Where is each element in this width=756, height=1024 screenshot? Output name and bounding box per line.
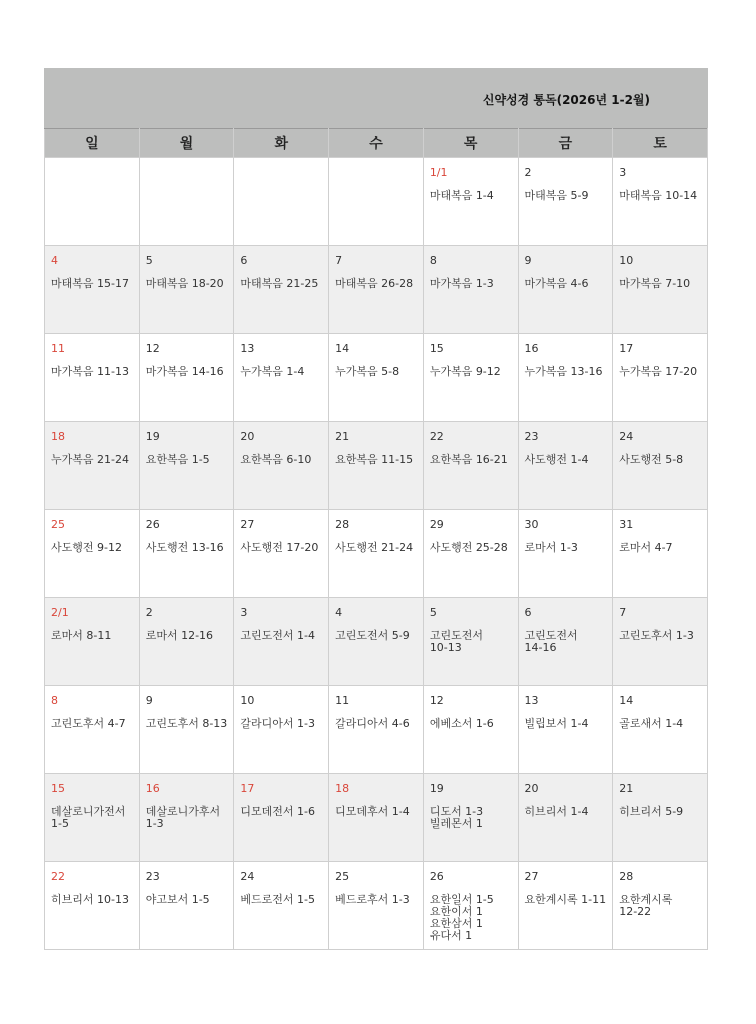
day-cell xyxy=(423,510,518,598)
day-date: 3 xyxy=(240,606,248,619)
day-cell xyxy=(139,774,234,862)
day-date: 27 xyxy=(524,870,539,883)
day-cell xyxy=(234,246,329,334)
day-reading: 요한계시록 12-22 xyxy=(619,893,673,918)
day-date: 5 xyxy=(145,254,153,267)
day-reading: 고린도전서 14-16 xyxy=(524,629,578,654)
day-cell xyxy=(234,334,329,422)
day-date: 30 xyxy=(524,518,539,531)
day-date: 21 xyxy=(619,782,634,795)
day-date: 15 xyxy=(51,782,65,795)
day-cell xyxy=(45,422,140,510)
day-cell xyxy=(234,774,329,862)
day-reading: 사도행전 17-20 xyxy=(240,541,319,554)
day-date: 6 xyxy=(240,254,248,267)
day-date: 8 xyxy=(51,694,58,707)
day-reading: 마태복음 15-17 xyxy=(51,277,129,290)
day-cell xyxy=(518,158,613,246)
day-cell xyxy=(234,686,329,774)
day-cell xyxy=(234,158,329,246)
day-reading: 골로새서 1-4 xyxy=(619,717,684,730)
day-date: 16 xyxy=(524,342,539,355)
day-cell xyxy=(234,422,329,510)
day-cell xyxy=(234,862,329,950)
day-date: 28 xyxy=(619,870,634,883)
week-row xyxy=(45,598,708,686)
week-row xyxy=(45,862,708,950)
day-reading: 히브리서 1-4 xyxy=(524,805,589,818)
day-reading: 사도행전 9-12 xyxy=(51,541,122,554)
day-cell xyxy=(613,686,708,774)
day-cell xyxy=(329,246,424,334)
week-row xyxy=(45,246,708,334)
day-cell xyxy=(613,422,708,510)
day-cell xyxy=(518,422,613,510)
day-reading: 누가복음 17-20 xyxy=(619,365,698,378)
day-reading: 요한복음 11-15 xyxy=(335,453,414,466)
day-cell xyxy=(518,246,613,334)
day-reading: 마태복음 10-14 xyxy=(619,189,698,202)
title-bar xyxy=(44,68,708,128)
day-reading: 사도행전 25-28 xyxy=(429,541,508,554)
day-cell xyxy=(329,774,424,862)
day-cell xyxy=(613,334,708,422)
weekday-wed: 수 xyxy=(329,129,424,158)
day-reading: 베드로전서 1-5 xyxy=(240,893,315,906)
day-reading: 빌립보서 1-4 xyxy=(524,717,589,730)
week-row xyxy=(45,510,708,598)
day-cell xyxy=(423,334,518,422)
day-date: 10 xyxy=(240,694,255,707)
day-date: 23 xyxy=(145,870,160,883)
day-date: 23 xyxy=(524,430,539,443)
day-date: 7 xyxy=(335,254,343,267)
day-date xyxy=(45,158,139,166)
day-cell xyxy=(423,686,518,774)
day-cell xyxy=(423,246,518,334)
day-cell xyxy=(45,334,140,422)
day-reading: 고린도후서 4-7 xyxy=(51,717,126,730)
day-reading: 마태복음 5-9 xyxy=(524,189,589,202)
day-date xyxy=(329,158,423,166)
day-reading: 로마서 12-16 xyxy=(145,629,214,642)
day-date: 14 xyxy=(619,694,634,707)
day-cell xyxy=(518,598,613,686)
week-row xyxy=(45,158,708,246)
day-reading: 로마서 1-3 xyxy=(524,541,578,554)
weekday-thu: 목 xyxy=(423,129,518,158)
day-cell xyxy=(45,686,140,774)
day-date: 17 xyxy=(619,342,634,355)
day-cell xyxy=(139,422,234,510)
day-cell xyxy=(518,686,613,774)
day-date: 29 xyxy=(429,518,444,531)
day-date: 9 xyxy=(145,694,153,707)
day-reading: 사도행전 21-24 xyxy=(335,541,414,554)
week-row xyxy=(45,774,708,862)
day-date xyxy=(234,158,328,166)
week-row xyxy=(45,686,708,774)
day-date: 25 xyxy=(51,518,65,531)
day-reading: 히브리서 10-13 xyxy=(51,893,129,906)
day-cell xyxy=(45,246,140,334)
day-reading: 요한복음 1-5 xyxy=(145,453,210,466)
day-reading: 고린도전서 5-9 xyxy=(335,629,410,642)
day-date: 26 xyxy=(429,870,444,883)
day-cell xyxy=(45,774,140,862)
day-reading: 데살로니가후서 1-3 xyxy=(145,805,221,830)
day-reading: 갈라디아서 4-6 xyxy=(335,717,410,730)
calendar-title: 신약성경 통독(2026년 1-2월) xyxy=(482,93,650,107)
day-date: 8 xyxy=(429,254,437,267)
weekday-sun: 일 xyxy=(45,129,140,158)
day-cell xyxy=(45,598,140,686)
day-cell xyxy=(329,422,424,510)
day-reading: 요한복음 6-10 xyxy=(240,453,312,466)
day-date: 4 xyxy=(335,606,343,619)
day-reading: 베드로후서 1-3 xyxy=(335,893,410,906)
day-date: 18 xyxy=(335,782,350,795)
day-date: 26 xyxy=(145,518,160,531)
week-row xyxy=(45,422,708,510)
day-date: 6 xyxy=(524,606,532,619)
day-date: 1/1 xyxy=(429,166,448,179)
day-reading: 에베소서 1-6 xyxy=(429,717,494,730)
day-cell xyxy=(329,158,424,246)
day-date: 14 xyxy=(335,342,350,355)
day-reading: 마가복음 1-3 xyxy=(429,277,494,290)
day-cell xyxy=(234,598,329,686)
day-cell xyxy=(329,598,424,686)
day-cell xyxy=(423,862,518,950)
day-reading: 로마서 4-7 xyxy=(619,541,673,554)
day-reading: 누가복음 9-12 xyxy=(429,365,501,378)
day-reading: 디모데후서 1-4 xyxy=(335,805,410,818)
day-date: 25 xyxy=(335,870,350,883)
day-reading: 요한일서 1-5 요한이서 1 요한삼서 1 유다서 1 xyxy=(429,893,494,942)
calendar-grid xyxy=(44,128,708,950)
day-date: 21 xyxy=(335,430,350,443)
day-reading: 로마서 8-11 xyxy=(51,629,112,642)
day-cell xyxy=(518,862,613,950)
day-reading: 사도행전 5-8 xyxy=(619,453,684,466)
day-cell xyxy=(613,598,708,686)
day-cell xyxy=(329,334,424,422)
day-date: 15 xyxy=(429,342,444,355)
day-reading: 사도행전 1-4 xyxy=(524,453,589,466)
day-reading xyxy=(140,166,234,176)
day-reading: 디모데전서 1-6 xyxy=(240,805,315,818)
day-cell xyxy=(139,158,234,246)
week-row xyxy=(45,334,708,422)
day-date: 16 xyxy=(145,782,160,795)
day-reading: 고린도전서 1-4 xyxy=(240,629,315,642)
day-date: 2 xyxy=(524,166,532,179)
day-reading: 요한계시록 1-11 xyxy=(524,893,607,906)
day-cell xyxy=(613,246,708,334)
day-date: 27 xyxy=(240,518,255,531)
day-cell xyxy=(423,774,518,862)
day-date: 9 xyxy=(524,254,532,267)
day-cell xyxy=(139,510,234,598)
day-cell xyxy=(45,158,140,246)
day-reading xyxy=(45,166,139,176)
day-reading: 누가복음 1-4 xyxy=(240,365,305,378)
day-reading: 디도서 1-3 빌레몬서 1 xyxy=(429,805,484,830)
day-date: 11 xyxy=(51,342,65,355)
day-cell xyxy=(45,862,140,950)
day-reading: 누가복음 5-8 xyxy=(335,365,400,378)
day-reading: 마태복음 21-25 xyxy=(240,277,319,290)
day-date: 22 xyxy=(429,430,444,443)
weekday-fri: 금 xyxy=(518,129,613,158)
day-reading: 마가복음 7-10 xyxy=(619,277,691,290)
day-date: 24 xyxy=(240,870,255,883)
day-cell xyxy=(329,862,424,950)
day-date: 12 xyxy=(429,694,444,707)
day-reading xyxy=(234,166,328,176)
day-date xyxy=(140,158,234,166)
day-reading: 히브리서 5-9 xyxy=(619,805,684,818)
day-cell xyxy=(423,158,518,246)
day-cell xyxy=(518,334,613,422)
day-reading: 고린도후서 1-3 xyxy=(619,629,694,642)
day-cell xyxy=(613,510,708,598)
day-reading: 마태복음 18-20 xyxy=(145,277,224,290)
calendar xyxy=(44,68,708,950)
day-reading: 데살로니가전서 1-5 xyxy=(51,805,126,830)
day-date: 2/1 xyxy=(51,606,69,619)
day-date: 3 xyxy=(619,166,627,179)
day-date: 22 xyxy=(51,870,65,883)
day-cell xyxy=(329,686,424,774)
day-reading: 사도행전 13-16 xyxy=(145,541,224,554)
day-cell xyxy=(139,862,234,950)
weekday-tue: 화 xyxy=(234,129,329,158)
day-date: 5 xyxy=(429,606,437,619)
day-reading: 누가복음 21-24 xyxy=(51,453,129,466)
day-cell xyxy=(423,422,518,510)
day-date: 19 xyxy=(145,430,160,443)
day-cell xyxy=(45,510,140,598)
day-reading: 누가복음 13-16 xyxy=(524,365,603,378)
day-cell xyxy=(139,598,234,686)
day-date: 20 xyxy=(240,430,255,443)
day-date: 24 xyxy=(619,430,634,443)
weekday-header-row xyxy=(45,129,708,158)
day-cell xyxy=(139,686,234,774)
day-reading: 마가복음 11-13 xyxy=(51,365,129,378)
day-reading: 야고보서 1-5 xyxy=(145,893,210,906)
day-reading: 고린도후서 8-13 xyxy=(145,717,228,730)
day-date: 2 xyxy=(145,606,153,619)
day-date: 28 xyxy=(335,518,350,531)
day-date: 11 xyxy=(335,694,350,707)
day-date: 31 xyxy=(619,518,634,531)
day-date: 12 xyxy=(145,342,160,355)
day-reading: 마가복음 14-16 xyxy=(145,365,224,378)
weekday-sat: 토 xyxy=(613,129,708,158)
day-cell xyxy=(329,510,424,598)
day-date: 13 xyxy=(240,342,255,355)
day-date: 7 xyxy=(619,606,627,619)
day-cell xyxy=(139,246,234,334)
day-cell xyxy=(613,158,708,246)
day-cell xyxy=(423,598,518,686)
day-reading: 마태복음 1-4 xyxy=(429,189,494,202)
day-cell xyxy=(613,774,708,862)
day-reading: 요한복음 16-21 xyxy=(429,453,508,466)
day-reading: 마태복음 26-28 xyxy=(335,277,414,290)
day-cell xyxy=(518,510,613,598)
weekday-mon: 월 xyxy=(139,129,234,158)
day-date: 4 xyxy=(51,254,58,267)
day-date: 18 xyxy=(51,430,65,443)
day-reading: 고린도전서 10-13 xyxy=(429,629,483,654)
day-date: 17 xyxy=(240,782,255,795)
day-cell xyxy=(139,334,234,422)
day-reading xyxy=(329,166,423,176)
day-reading: 마가복음 4-6 xyxy=(524,277,589,290)
day-reading: 갈라디아서 1-3 xyxy=(240,717,315,730)
day-date: 13 xyxy=(524,694,539,707)
day-date: 20 xyxy=(524,782,539,795)
day-cell xyxy=(518,774,613,862)
day-cell xyxy=(234,510,329,598)
day-date: 19 xyxy=(429,782,444,795)
day-date: 10 xyxy=(619,254,634,267)
day-cell xyxy=(613,862,708,950)
